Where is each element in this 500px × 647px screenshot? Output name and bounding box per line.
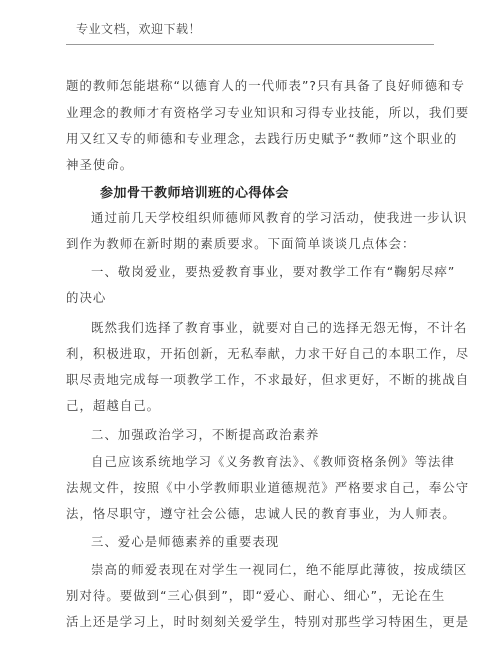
body-line: 到作为教师在新时期的素质要求。下面简单谈谈几点体会： (66, 236, 416, 251)
header-note: 专业文档，欢迎下载！ (76, 22, 202, 36)
body-line: 活上还是学习上，时时刻刻关爱学生，特别对那些学习特困生，更是 (66, 614, 470, 629)
body-line: 别对待。要做到“三心俱到”，即“爱心、耐心、细心”，无论在生 (66, 588, 446, 603)
body-line: 题的教师怎能堪称“以德育人的一代师表”?只有具备了良好师德和专 (66, 78, 465, 93)
body-line: 崇高的师爱表现在对学生一视同仁，绝不能厚此薄彼，按成绩区 (91, 562, 468, 577)
body-line: 既然我们选择了教育事业，就要对自己的选择无怨无悔，不计名 (91, 320, 468, 335)
body-line: 己，超越自己。 (66, 398, 161, 413)
body-line: 职尽责地完成每一项教学工作，不求最好，但求更好，不断的挑战自 (66, 372, 470, 387)
body-line: 一、敬岗爱业，要热爱教育事业，要对教学工作有“鞠躬尽瘁” (91, 264, 456, 279)
section-title: 参加骨干教师培训班的心得体会 (100, 186, 290, 201)
body-line: 通过前几天学校组织师德师风教育的学习活动，使我进一步认识 (91, 210, 468, 225)
body-line: 三、爱心是师德素养的重要表现 (91, 534, 280, 549)
body-line: 业理念的教师才有资格学习专业知识和习得专业技能，所以，我们要 (66, 105, 470, 120)
body-line: 法，恪尽职守，遵守社会公德，忠诚人民的教育事业，为人师表。 (66, 506, 456, 521)
body-line: 利，积极进取，开拓创新，无私奉献，力求干好自己的本职工作，尽 (66, 346, 470, 361)
body-line: 法规文件，按照《中小学教师职业道德规范》严格要求自己，奉公守 (66, 480, 470, 495)
body-line: 自己应该系统地学习《义务教育法》、《教师资格条例》等法律 (91, 454, 455, 469)
body-line: 二、加强政治学习，不断提高政治素养 (91, 427, 320, 442)
body-line: 的决心 (66, 290, 107, 305)
header-divider (66, 44, 434, 45)
body-line: 用又红又专的师德和专业理念，去践行历史赋予“教师”这个职业的 (66, 131, 458, 146)
body-line: 神圣使命。 (66, 157, 134, 172)
